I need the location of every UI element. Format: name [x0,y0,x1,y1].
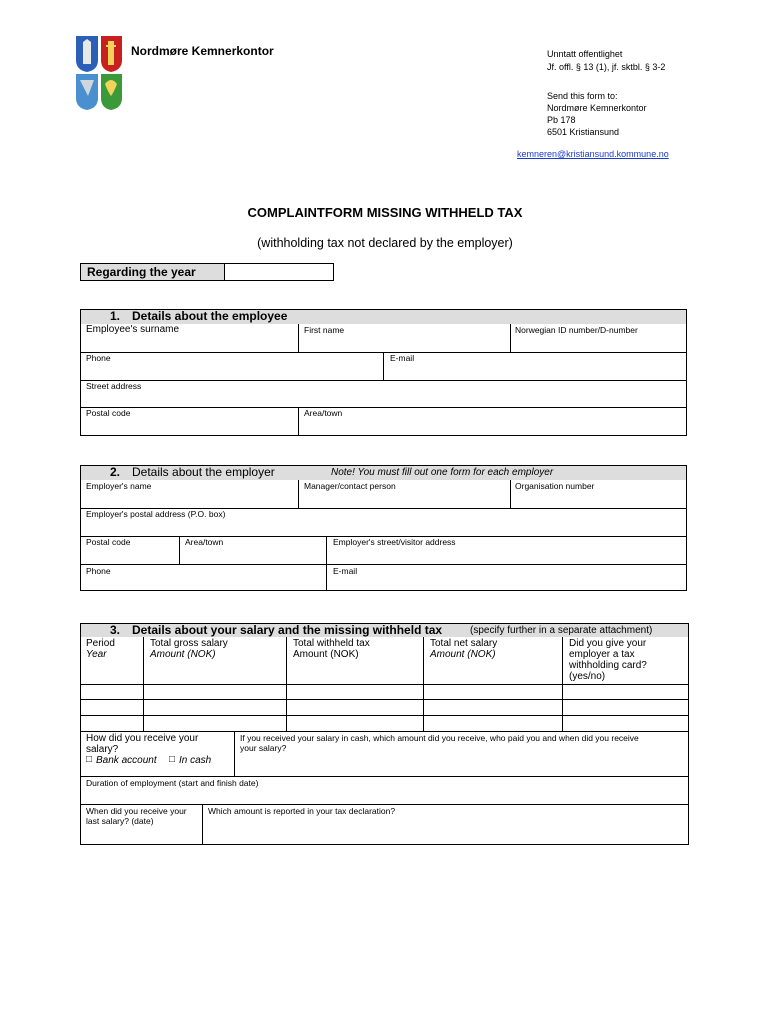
withheld-cell-row-1[interactable] [287,685,422,698]
employee-phone-label: Phone [86,353,111,363]
employer-postal-address-field[interactable] [81,520,686,535]
col-net-sub: Amount (NOK) [430,649,496,660]
employer-postal-address-label: Employer's postal address (P.O. box) [86,509,226,519]
card-cell-row-1[interactable] [563,685,688,698]
section-2-title: Details about the employer [132,465,275,479]
receive-question-line-1: How did you receive your [86,733,199,744]
employer-street-field[interactable] [327,548,686,563]
withheld-cell-row-3[interactable] [287,716,422,730]
id-number-label: Norwegian ID number/D-number [515,325,638,335]
col-gross-sub: Amount (NOK) [150,649,216,660]
employer-phone-label: Phone [86,566,111,576]
col-gross-label: Total gross salary [150,638,228,649]
receive-question-line-2: salary? [86,744,119,755]
year-input[interactable] [224,263,334,281]
tax-declaration-field[interactable] [203,818,688,844]
col-period-label: Period [86,638,115,649]
section-3-number: 3. [110,623,121,637]
employee-surname-label: Employee's surname [86,324,180,335]
employee-area-field[interactable] [299,419,686,435]
last-salary-line-1: When did you receive your [86,806,187,816]
gross-cell-row-2[interactable] [144,700,285,714]
withheld-cell-row-2[interactable] [287,700,422,714]
card-cell-row-2[interactable] [563,700,688,714]
section-1-title: Details about the employee [132,309,288,323]
org-number-label: Organisation number [515,481,595,491]
address-line-2: Pb 178 [547,115,576,125]
employee-surname-field[interactable] [81,336,297,352]
period-cell-row-1[interactable] [81,685,142,698]
id-number-field[interactable] [511,336,686,352]
confidential-line-2: Jf. offl. § 13 (1), jf. sktbl. § 3-2 [547,62,666,72]
section-1-number: 1. [110,309,121,323]
contact-email-link[interactable]: kemneren@kristiansund.kommune.no [517,149,669,159]
manager-label: Manager/contact person [304,481,396,491]
address-line-3: 6501 Kristiansund [547,127,620,137]
employer-street-label: Employer's street/visitor address [333,537,456,547]
employee-phone-field[interactable] [81,364,382,379]
employee-street-field[interactable] [81,392,686,406]
cash-question-line-1: If you received your salary in cash, which amount did you receive, who paid you and when did you receive [240,733,639,743]
employee-postal-label: Postal code [86,408,131,418]
employer-postal-label: Postal code [86,537,131,547]
employer-name-label: Employer's name [86,481,152,491]
last-salary-field[interactable] [81,827,201,844]
section-2-note: Note! You must fill out one form for each employer [331,467,554,478]
employee-area-label: Area/town [304,408,343,418]
section-3-title-note: (specify further in a separate attachment) [470,625,653,636]
duration-field[interactable] [81,789,688,803]
employee-email-label: E-mail [390,353,415,363]
tax-declaration-label: Which amount is reported in your tax declaration? [208,806,396,816]
net-cell-row-3[interactable] [424,716,561,730]
confidential-line-1: Unntatt offentlighet [547,49,623,59]
employer-email-field[interactable] [327,577,686,590]
col-net-label: Total net salary [430,638,498,649]
employee-street-label: Street address [86,381,142,391]
first-name-label: First name [304,325,345,335]
employer-name-field[interactable] [81,492,297,507]
form-title: COMPLAINTFORM MISSING WITHHELD TAX [247,205,523,220]
year-label-cell [80,263,225,281]
gross-cell-row-1[interactable] [144,685,285,698]
employee-postal-field[interactable] [81,419,297,435]
net-cell-row-2[interactable] [424,700,561,714]
section-2-number: 2. [110,465,121,479]
col-withheld-label: Total withheld tax [293,638,370,649]
address-line-1: Nordmøre Kemnerkontor [547,103,647,113]
cash-question-line-2: your salary? [240,743,287,753]
bank-account-checkbox[interactable]: □ [86,754,93,765]
in-cash-label: In cash [179,755,212,766]
send-to-label: Send this form to: [547,91,618,101]
col-card-line-3: withholding card? [569,660,647,671]
gross-cell-row-3[interactable] [144,716,285,730]
duration-label: Duration of employment (start and finish date) [86,778,259,788]
period-cell-row-2[interactable] [81,700,142,714]
first-name-field[interactable] [299,336,509,352]
col-card-line-2: employer a tax [569,649,635,660]
last-salary-line-2: last salary? (date) [86,816,154,826]
col-card-line-4: (yes/no) [569,671,606,682]
card-cell-row-3[interactable] [563,716,688,730]
col-withheld-sub: Amount (NOK) [293,649,359,660]
manager-field[interactable] [299,492,509,507]
col-card-line-1: Did you give your [569,638,647,649]
section-3-title: Details about your salary and the missing withheld tax [132,623,443,637]
org-name: Nordmøre Kemnerkontor [131,44,274,58]
org-number-field[interactable] [511,492,686,507]
employer-postal-field[interactable] [81,548,178,563]
period-cell-row-3[interactable] [81,716,142,730]
employer-area-field[interactable] [180,548,325,563]
cash-details-field[interactable] [236,754,688,775]
coat-of-arms-icon [74,34,124,112]
employer-phone-field[interactable] [81,577,325,590]
in-cash-checkbox[interactable]: □ [169,754,176,765]
year-label: Regarding the year [87,265,196,279]
bank-account-label: Bank account [96,755,157,766]
net-cell-row-1[interactable] [424,685,561,698]
municipality-coats-of-arms [74,34,124,112]
form-subtitle: (withholding tax not declared by the employer) [257,236,513,250]
employee-email-field[interactable] [384,364,686,379]
employer-area-label: Area/town [185,537,224,547]
employer-email-label: E-mail [333,566,358,576]
col-period-sub: Year [86,649,107,660]
